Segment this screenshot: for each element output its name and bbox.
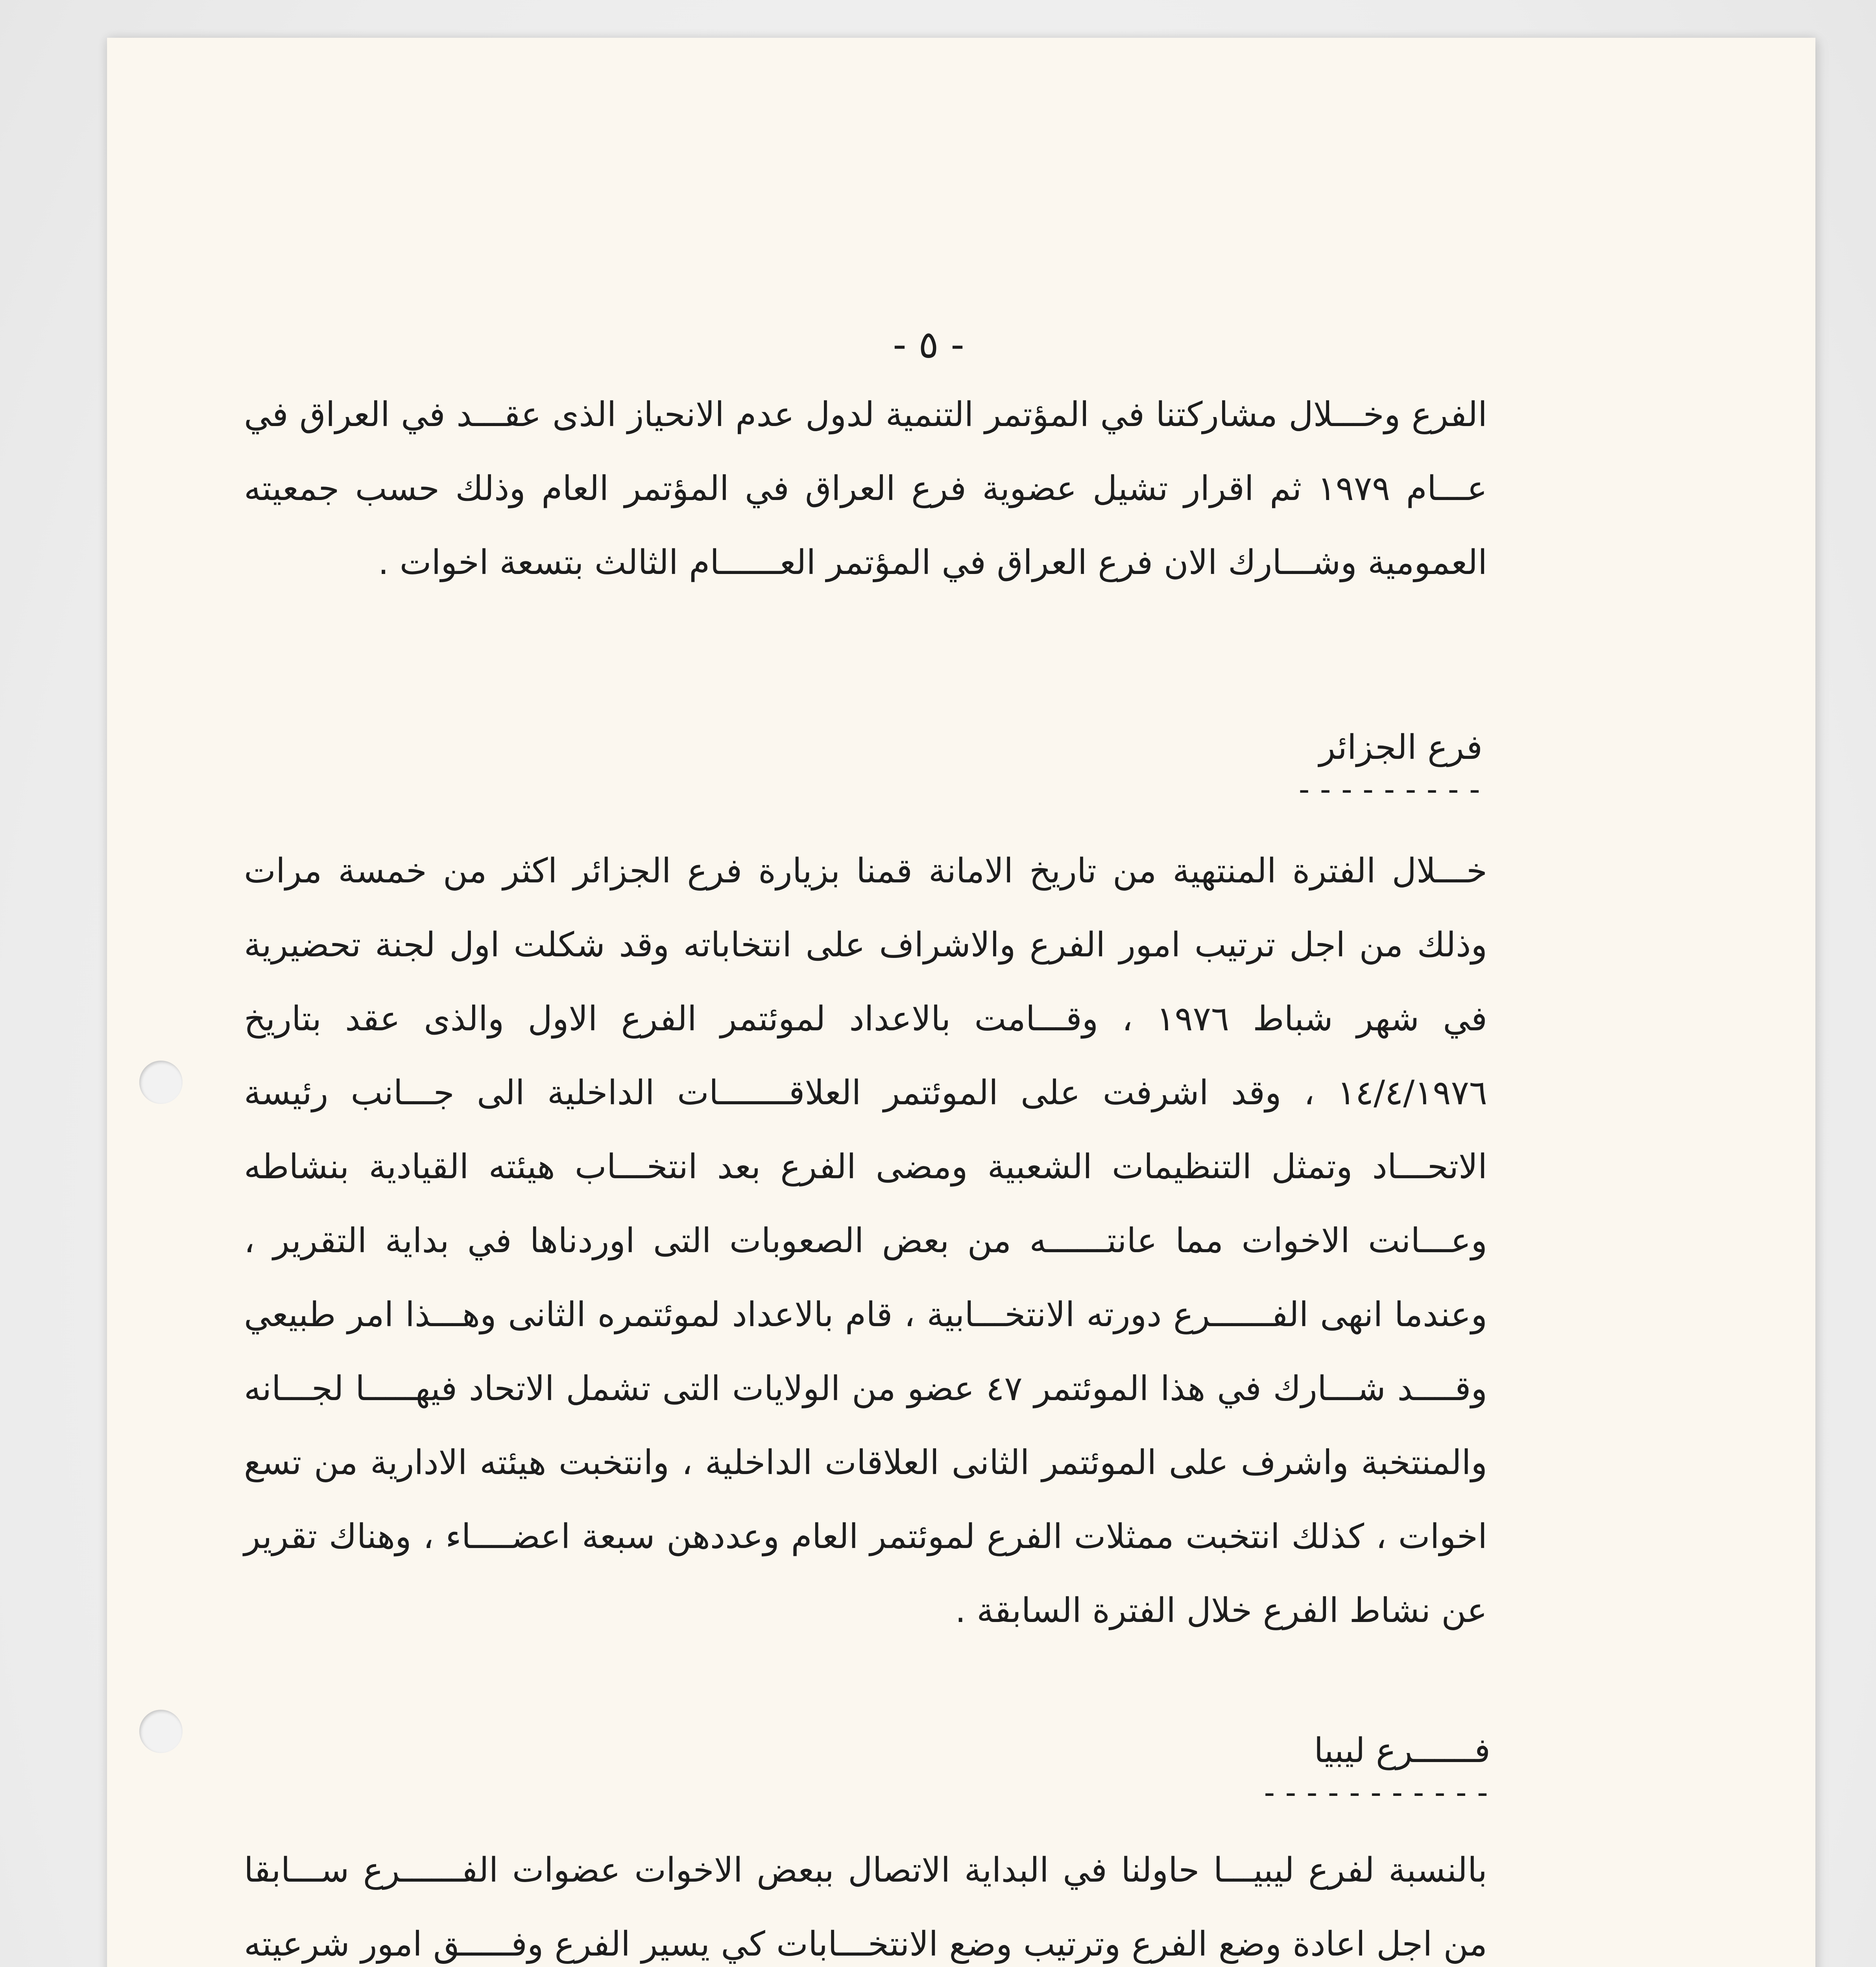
- heading-underline: ---------: [1294, 771, 1486, 808]
- section-heading-libya: فــــــرع ليبيا: [1314, 1731, 1490, 1770]
- libya-paragraph: بالنسبة لفرع ليبيـــا حاولنا في البداية الاتصال ببعض الاخوات عضوات الفــــــرع ســـابقا من اجل اعادة وضع الفرع وترتيب وضع الانتخـــابات كي يسير الفرع وفـــــق امور شرعيته: [244, 1851, 1487, 1964]
- algeria-paragraph: خـــلال الفترة المنتهية من تاريخ الامانة قمنا بزيارة فرع الجزائر اكثر من خمسة مرات وذلك من اجل ترتيب امور الفرع والاشراف على انتخاباته وقد شكلت اول لجنة تحضيرية في شهر شباط ١٩٧٦ ، وقـــامت بالاعداد لموئتمر الفرع الاول والذى عقد بتاريخ ١٤/٤/١٩٧٦ ، وقد اشرفت على الموئتمر العلاقـــــــات الداخلية الى جـــانب رئيسة الاتحـــاد وتمثل التنظيمات الشعبية ومضى الفرع بعد انتخـــاب هيئته القيادية بنشاطه وعـــانت الاخوات مما عانتــــــه من بعض الصعوبات التى اوردناها في بداية التقرير ، وعندما انهى الفــــــرع دورته الانتخـــابية ، قام بالاعداد لموئتمره الثانى وهـــذا امر طبيعي وقــــد شـــارك في هذا الموئتمر ٤٧ عضو من الولايات التى تشمل الاتحاد فيهـــــا لجـــانه والمنتخبة واشرف على الموئتمر الثانى العلاقات الداخلية ، وانتخبت هيئته الادارية من تسع اخوات ، كذلك انتخبت ممثلات الفرع لموئتمر العام وعددهن سبعة اعضــــاء ، وهناك تقرير عن نشاط الفرع خلال الفترة السابقة .: [244, 851, 1487, 1630]
- punch-hole: [139, 1710, 183, 1753]
- page-number: - ٥ -: [893, 323, 964, 367]
- punch-hole: [139, 1061, 183, 1104]
- section-heading-algeria: فرع الجزائر: [1319, 728, 1483, 767]
- heading-underline: -----------: [1260, 1774, 1494, 1811]
- intro-paragraph: الفرع وخـــلال مشاركتنا في المؤتمر التنمية لدول عدم الانحياز الذى عقـــد في العراق في عـــام ١٩٧٩ ثم اقرار تشيل عضوية فرع العراق في المؤتمر العام وذلك حسب جمعيته العمومية وشـــارك الان فرع العراق في المؤتمر العــــــام الثالث بتسعة اخوات .: [244, 395, 1488, 582]
